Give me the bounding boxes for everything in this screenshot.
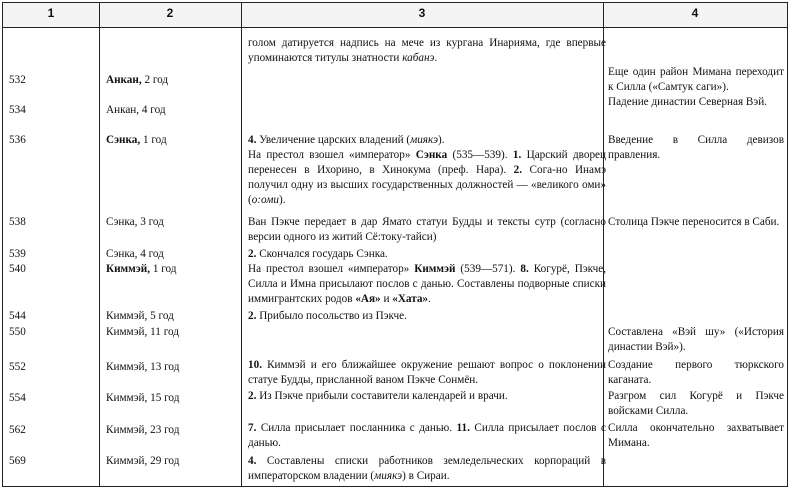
item-tail: ). (278, 194, 286, 206)
reign-539: Сэнка, 4 год (106, 248, 164, 260)
item-mid: (539—571). (455, 263, 521, 275)
item-num: 7. (248, 422, 257, 434)
reign-544: Киммэй, 5 год (106, 310, 174, 322)
reign-554: Киммэй, 15 год (106, 392, 180, 404)
item-num: 2. (248, 390, 257, 402)
event-japan-544 (248, 309, 606, 324)
item-text: Киммэй и его ближайшее окружение решают вопрос о поклонении статуе Будды, присланной ваном Пэкче Сонмён. (248, 359, 606, 386)
item-num: 2. (248, 310, 257, 322)
year-544: 544 (9, 310, 26, 322)
conj: и (380, 293, 393, 305)
reign-534: Анкан, 4 год (106, 104, 166, 116)
item-text: Составлены списки работников земледельческих корпораций в императорском владении ( (248, 455, 606, 482)
reign-536 (106, 133, 236, 148)
event-japan-540 (248, 262, 606, 307)
header-col-4: 4 (691, 6, 699, 20)
clan-hata: «Хата» (392, 293, 429, 305)
reign-year: 1 год (140, 134, 167, 146)
event-world-554: Разгром сил Когурё и Пэкче войсками Силла. (608, 390, 784, 417)
emperor-name: Киммэй (414, 263, 456, 275)
year-562: 562 (9, 424, 26, 436)
reign-569: Киммэй, 29 год (106, 455, 180, 467)
year-540: 540 (9, 263, 26, 275)
item-text: Когурё, Пэкче, Силла и Имна присылают послов с данью. Составлены подворные списки иммигрантских родов (248, 263, 607, 305)
chronology-table (2, 2, 788, 487)
item-text: Силла присылает послов с данью. (248, 422, 606, 449)
item-text: Царский дворец перенесен в Ихорино, в Хинокума (преф. Нара). (248, 149, 607, 176)
event-line (248, 148, 606, 208)
event-world-532: Еще один район Мимана переходит к Силла («Самтук саги»). (608, 66, 784, 93)
term-oomi: о:оми (251, 194, 279, 206)
year-536: 536 (9, 134, 26, 146)
year-569: 569 (9, 455, 26, 467)
reign-name: Киммэй, (106, 263, 151, 275)
reign-540 (106, 262, 236, 277)
item-text: Сога-но Инамэ получил одну из высших государственных должностей — «великого оми» ( (248, 164, 606, 206)
item-num: 4. (248, 134, 257, 146)
item-pre: На престол взошел «император» (248, 149, 416, 161)
header-col-1: 1 (47, 6, 55, 20)
item-mid: (535—539). (447, 149, 513, 161)
carry-over-text (248, 36, 606, 66)
reign-532 (106, 73, 236, 88)
event-world-534: Падение династии Северная Вэй. (608, 96, 767, 108)
header-col-2: 2 (166, 6, 174, 20)
item-text: Силла присылает посланника с данью. (256, 422, 457, 434)
reign-year: 1 год (150, 263, 177, 275)
event-world-538: Столица Пэкче переносится в Саби. (608, 216, 780, 228)
year-534: 534 (9, 104, 26, 116)
term-miyake: миякэ (410, 134, 439, 146)
item-text: Из Пэкче прибыли составители календарей и врачи. (256, 390, 508, 402)
event-japan-539 (248, 247, 606, 262)
item-text: Прибыло посольство из Пэкче. (256, 310, 407, 322)
reign-year: 2 год (141, 74, 169, 86)
item-pre: На престол взошел «император» (248, 263, 415, 275)
carry-end: . (434, 52, 438, 64)
header-col-3: 3 (418, 6, 426, 20)
item-num: 10. (248, 359, 262, 371)
event-japan-536 (248, 133, 606, 208)
event-world-552: Создание первого тюркского каганата. (608, 359, 784, 386)
event-world-562: Силла окончательно захватывает Мимана. (608, 422, 784, 449)
clan-aya: «Ая» (355, 293, 381, 305)
year-539: 539 (9, 248, 26, 260)
event-line (248, 133, 606, 148)
year-550: 550 (9, 326, 26, 338)
event-japan-538: Ван Пэкче передает в дар Ямато статуи Будды и тексты сутр (согласно версии одного из житий Сё:току-тайси) (248, 216, 606, 243)
term-kabane: кабанэ (402, 52, 435, 64)
item-tail: . (428, 293, 431, 305)
item-num: 8. (520, 263, 529, 275)
year-532: 532 (9, 74, 26, 86)
item-text: Скончался государь Сэнка. (256, 248, 388, 260)
emperor-name: Сэнка (415, 149, 448, 161)
item-num: 2. (513, 164, 523, 176)
reign-name: Анкан, (106, 74, 142, 86)
event-world-550: Составлена «Вэй шу» («История династии Вэй»). (608, 326, 784, 353)
event-japan-569 (248, 454, 606, 484)
item-tail: ). (438, 134, 445, 146)
item-text: Увеличение царских владений ( (256, 134, 411, 146)
year-554: 554 (9, 392, 26, 404)
year-552: 552 (9, 361, 26, 373)
term-miyake: миякэ (374, 470, 403, 482)
event-japan-554 (248, 389, 606, 404)
reign-name: Сэнка, (106, 134, 141, 146)
event-japan-552 (248, 358, 606, 388)
item-num: 2. (248, 248, 257, 260)
item-num: 1. (512, 149, 522, 161)
item-num: 11. (456, 422, 470, 434)
reign-538: Сэнка, 3 год (106, 216, 164, 228)
item-tail: ) в Сираи. (402, 470, 450, 482)
reign-552: Киммэй, 13 год (106, 361, 180, 373)
reign-562: Киммэй, 23 год (106, 424, 180, 436)
event-japan-562 (248, 421, 606, 451)
reign-550: Киммэй, 11 год (106, 326, 179, 338)
carry-text: голом датируется надпись на мече из кургана Инарияма, где впервые упоминаются титулы знатности (248, 37, 606, 64)
event-world-536: Введение в Силла девизов правления. (608, 134, 784, 161)
year-538: 538 (9, 216, 26, 228)
item-num: 4. (248, 455, 257, 467)
